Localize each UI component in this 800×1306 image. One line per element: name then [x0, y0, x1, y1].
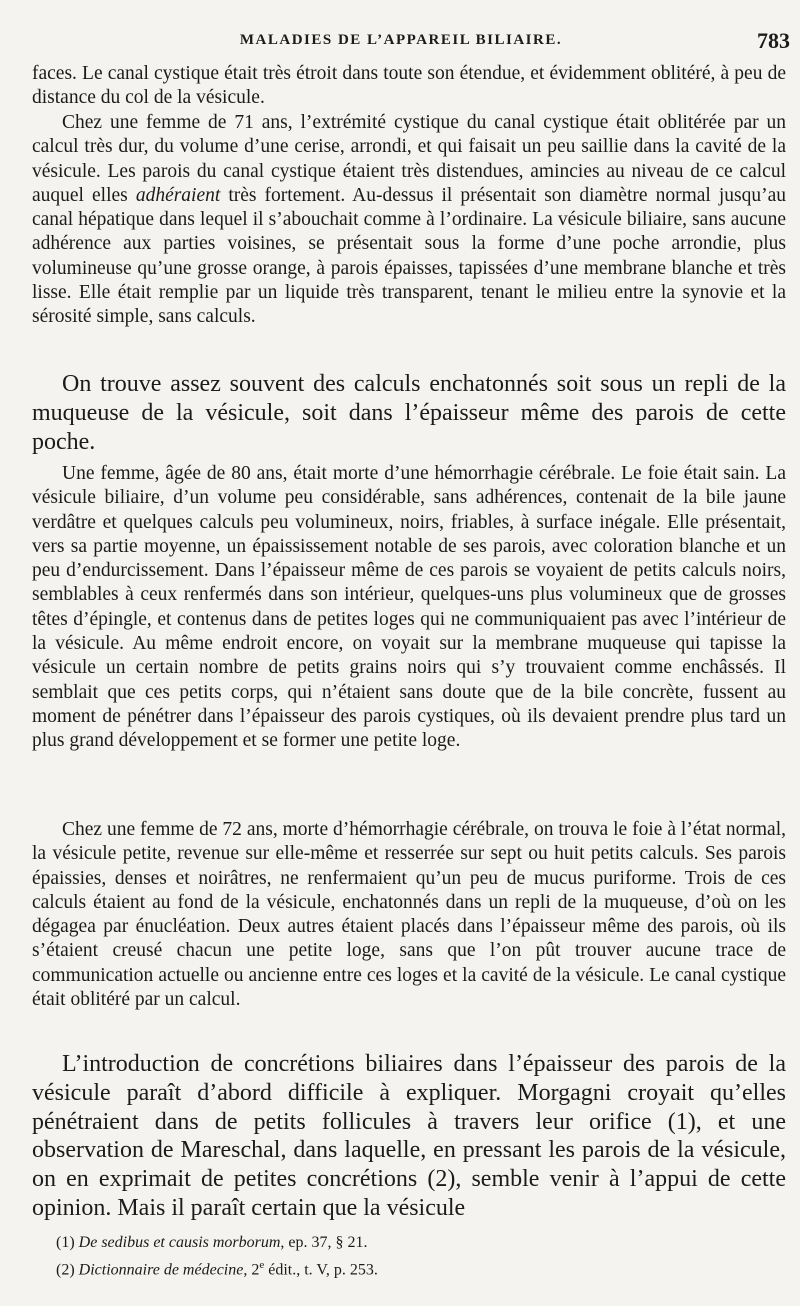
- footnote-2: (2) Dictionnaire de médecine, 2e édit., t. V, p. 253.: [56, 1259, 378, 1279]
- paragraph-observation-72: Chez une femme de 72 ans, morte d’hémorrhagie cérébrale, on trouva le foie à l’état normal, la vésicule petite, revenue sur elle-même et resserrée sur sept ou huit petits calculs. Ses parois épaissies, denses et noirâtres, ne renfermaient qu’un peu de mucus puriforme. Trois de ces calculs étaient au fond de la vésicule, enchatonnés dans un repli de la muqueuse, d’où on les dégagea par énucléation. Deux autres étaient placés dans l’épaisseur même des parois, où ils s’étaient creusé chacun une petite loge, sans que l’on pût trouver aucune trace de communication actuelle ou ancienne entre ces loges et la cavité de la vésicule. Le canal cystique était oblitéré par un calcul.: [32, 819, 786, 1011]
- page-number: 783: [757, 28, 790, 53]
- paragraph-observation-71-text: Chez une femme de 71 ans, l’extrémité cystique du canal cystique était oblitérée par un calcul très dur, du volume d’une cerise, arrondi, et qui faisait un peu saillie dans la cavité de la vésicule. Les parois du canal cystique étaient très distendues, amincies au niveau de ce calcul auquel elles adhéraient très fortement. Au-dessus il présentait son diamètre normal jusqu’au canal hépatique dans lequel il s’abouchait comme à l’ordinaire. La vésicule biliaire, sans aucune adhérence aux parties voisines, se présentait sous la forme d’une poche arrondie, plus volumineuse qu’une grosse orange, à parois épaisses, tapissées d’une membrane blanche et très lisse. Elle était remplie par un liquide très transparent, tenant le milieu entre la synovie et la sérosité simple, sans calculs.: [32, 112, 787, 328]
- footnote-1: (1) De sedibus et causis morborum, ep. 37, § 21.: [56, 1234, 368, 1251]
- paragraph-introduction: L’introduction de concrétions biliaires dans l’épaisseur des parois de la vésicule paraît d’abord difficile à expliquer. Morgagni croyait qu’elles pénétraient dans de petits follicules à travers leur orifice (1), et une observation de Mareschal, dans laquelle, en pressant les parois de la vésicule, on en exprimait de petites concrétions (2), semble venir à l’appui de cette opinion. Mais il paraît certain que la vésicule: [32, 1051, 786, 1221]
- paragraph-calculs-enchatonnes: On trouve assez souvent des calculs enchatonnés soit sous un repli de la muqueuse de la vésicule, soit dans l’épaisseur même des parois de cette poche.: [32, 371, 786, 455]
- paragraph-observation-80: Une femme, âgée de 80 ans, était morte d’une hémorrhagie cérébrale. Le foie était sain. La vésicule biliaire, d’un volume peu considérable, sans adhérences, contenait de la bile jaune verdâtre et quelques calculs peu volumineux, noirs, friables, à surface inégale. Elle présentait, vers sa partie moyenne, un épaississement notable de ses parois, avec coloration blanche et un peu d’endurcissement. Dans l’épaisseur même de ces parois se voyaient de petits calculs noirs, semblables à ceux renfermés dans son intérieur, quelques-uns plus volumineux que de grosses têtes d’épingle, et contenus dans de petites loges qui ne communiquaient pas avec l’intérieur de la vésicule. Au même endroit encore, on voyait sur la membrane muqueuse qui tapisse la vésicule un certain nombre de petits grains noirs qui s’y trouvaient comme enchâssés. Il semblait que ces petits corps, qui n’étaient sans doute que de la bile concrète, fussent au moment de pénétrer dans l’épaisseur des parois cystiques, où ils devaient prendre plus tard un plus grand développement et se former une petite loge.: [32, 463, 786, 752]
- paragraph-observation-71: [32, 111, 786, 330]
- footnotes: [56, 1232, 786, 1281]
- running-title: MALADIES DE L’APPAREIL BILIAIRE.: [239, 32, 563, 48]
- paragraph-continuation: faces. Le canal cystique était très étroit dans toute son étendue, et évidemment oblitéré, à peu de distance du col de la vésicule.: [32, 63, 786, 109]
- running-header: [10, 28, 792, 54]
